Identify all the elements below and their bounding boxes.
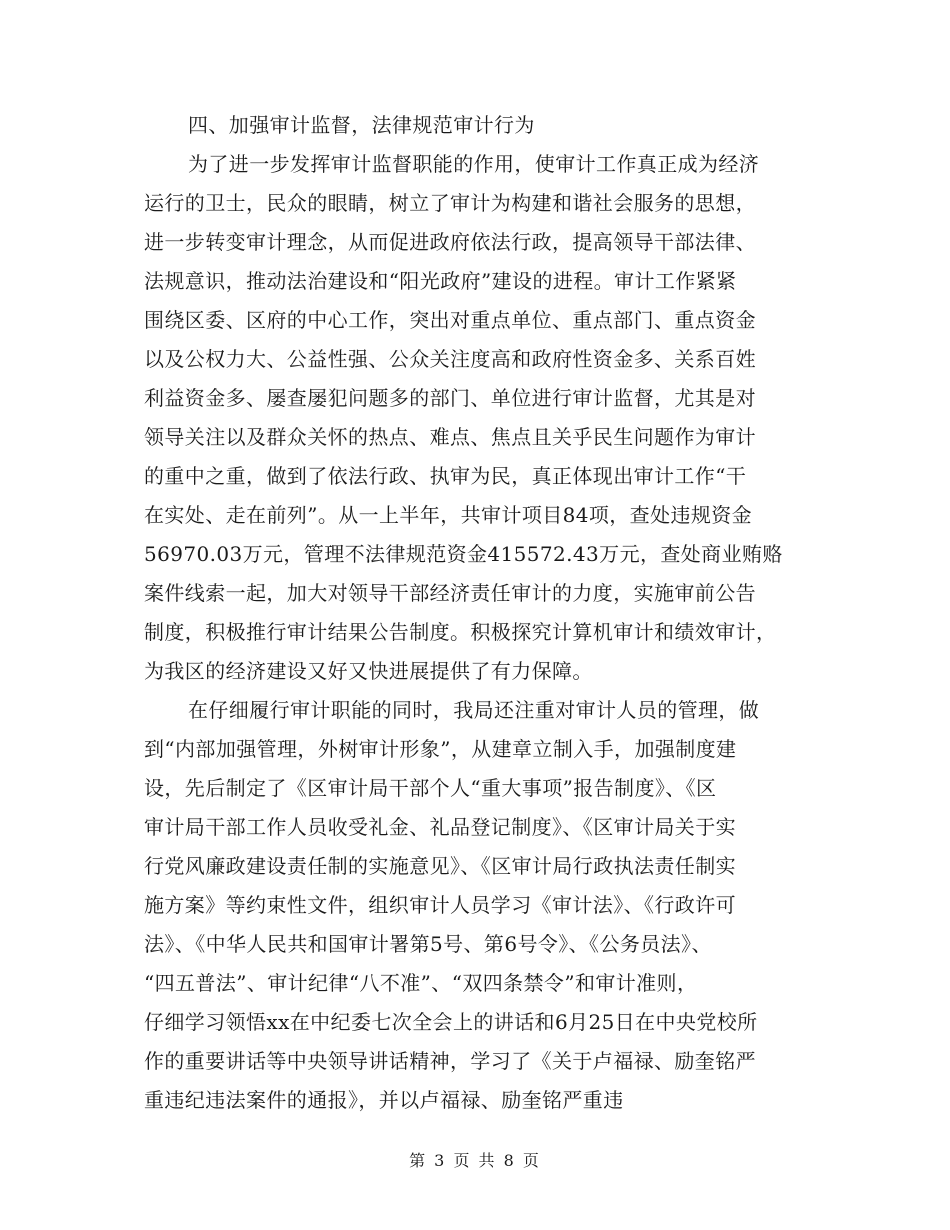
text-line: 审计局干部工作人员收受礼金、礼品登记制度》、《区审计局关于实	[144, 815, 736, 839]
text-line: 施方案》等约束性文件，组织审计人员学习《审计法》、《行政许可	[144, 893, 736, 917]
text-line: 到“内部加强管理，外树审计形象”，从建章立制入手，加强制度建	[144, 737, 737, 761]
text-line: 作的重要讲话等中央领导讲话精神，学习了《关于卢福禄、励奎铭严	[144, 1049, 756, 1073]
text-line: 56970.03万元，管理不法律规范资金415572.43万元，查处商业贿赂	[144, 542, 783, 566]
text-line: “四五普法”、审计纪律“八不准”、“双四条禁令”和审计准则，	[144, 971, 698, 995]
text-line: 运行的卫士，民众的眼睛，树立了审计为构建和谐社会服务的思想，	[144, 191, 756, 215]
text-line: 设，先后制定了《区审计局干部个人“重大事项”报告制度》、《区	[144, 776, 717, 800]
text-line: 围绕区委、区府的中心工作，突出对重点单位、重点部门、重点资金	[144, 308, 756, 332]
text-line: 法规意识，推动法治建设和“阳光政府”建设的进程。审计工作紧紧	[144, 269, 737, 293]
paragraph-audit-supervision	[144, 145, 814, 691]
text-line: 法》、《中华人民共和国审计署第5号、第6号令》、《公务员法》、	[144, 932, 712, 956]
text-line: 行党风廉政建设责任制的实施意见》、《区审计局行政执法责任制实	[144, 854, 736, 878]
section-heading: 四、加强审计监督，法律规范审计行为	[188, 113, 535, 137]
text-line: 进一步转变审计理念，从而促进政府依法行政，提高领导干部法律、	[144, 230, 756, 254]
page-number-footer: 第 3 页 共 8 页	[409, 1151, 541, 1170]
text-line: 领导关注以及群众关怀的热点、难点、焦点且关乎民生问题作为审计	[144, 425, 756, 449]
text-line: 在实处、走在前列”。从一上半年，共审计项目84项，查处违规资金	[144, 503, 753, 527]
text-line: 利益资金多、屡查屡犯问题多的部门、单位进行审计监督，尤其是对	[144, 386, 756, 410]
text-line: 以及公权力大、公益性强、公众关注度高和政府性资金多、关系百姓	[144, 347, 756, 371]
text-line: 在仔细履行审计职能的同时，我局还注重对审计人员的管理，做	[188, 698, 760, 722]
text-line: 的重中之重，做到了依法行政、执审为民，真正体现出审计工作“干	[144, 464, 747, 488]
paragraph-staff-management	[144, 691, 814, 1120]
text-line: 案件线索一起，加大对领导干部经济责任审计的力度，实施审前公告	[144, 581, 756, 605]
document-body	[144, 106, 814, 1120]
text-line: 为我区的经济建设又好又快进展提供了有力保障。	[144, 659, 593, 683]
text-line: 重违纪违法案件的通报》，并以卢福禄、励奎铭严重违	[144, 1088, 624, 1112]
text-line: 仔细学习领悟xx在中纪委七次全会上的讲话和6月25日在中央党校所	[144, 1010, 758, 1034]
text-line: 为了进一步发挥审计监督职能的作用，使审计工作真正成为经济	[188, 152, 760, 176]
text-line: 制度，积极推行审计结果公告制度。积极探究计算机审计和绩效审计，	[144, 620, 777, 644]
